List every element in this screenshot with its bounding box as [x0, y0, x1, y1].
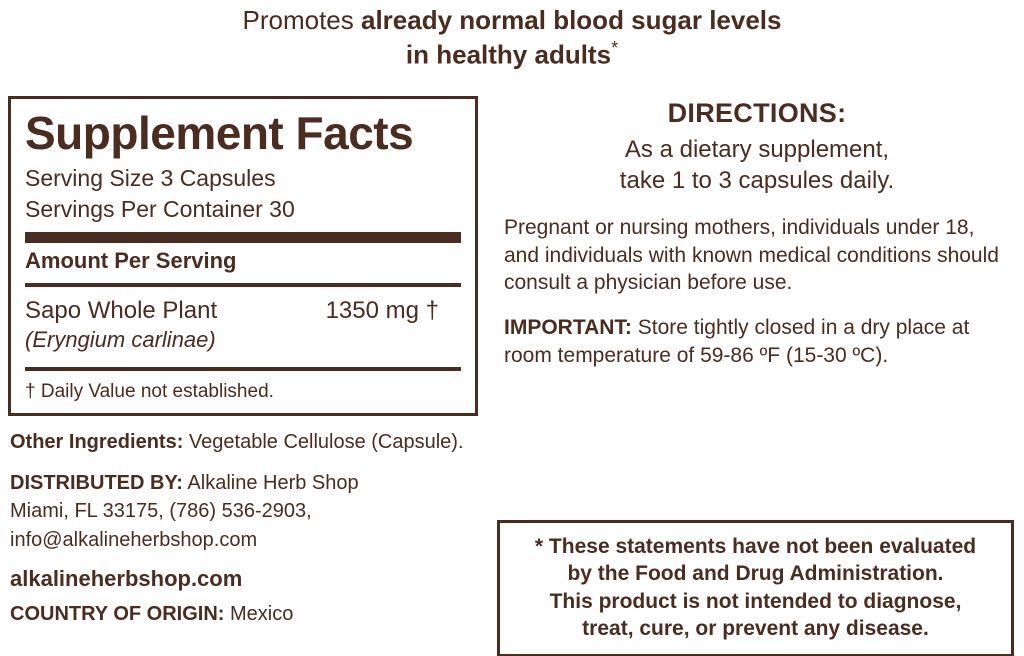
other-ingredients-value: Vegetable Cellulose (Capsule).: [183, 431, 464, 454]
distributed-by-line: [10, 469, 488, 497]
country-of-origin-label: COUNTRY OF ORIGIN:: [10, 603, 225, 626]
distributor-block: [10, 469, 488, 554]
directions-subtitle-line-2: take 1 to 3 capsules daily.: [619, 166, 895, 194]
disclaimer-line-4: treat, cure, or prevent any disease.: [582, 616, 929, 640]
asterisk-marker: *: [611, 38, 619, 59]
divider-thick: [25, 232, 461, 243]
ingredient-latin-name: (Eryngium carlinae): [25, 327, 216, 353]
left-column: [0, 96, 494, 626]
ingredient-row: [25, 293, 461, 325]
amount-per-serving-label: Amount Per Serving: [25, 248, 237, 274]
divider-medium-2: [25, 367, 461, 371]
disclaimer-line-1: * These statements have not been evaluated: [534, 535, 977, 558]
disclaimer-line-3: This product is not intended to diagnose,: [549, 589, 962, 613]
other-ingredients-label: Other Ingredients:: [10, 431, 184, 454]
daily-value-footnote: † Daily Value not established.: [25, 381, 274, 403]
headline-line-1: [0, 4, 1024, 37]
left-info-block: [8, 429, 488, 626]
ingredient-amount: 1350 mg †: [325, 297, 439, 325]
headline-line-2: [0, 37, 1024, 72]
directions-title: DIRECTIONS:: [667, 98, 847, 128]
headline-bold-text: already normal blood sugar levels: [361, 5, 782, 35]
ingredient-name: Sapo Whole Plant: [25, 297, 218, 325]
headline-plain-text: Promotes: [242, 5, 361, 35]
address-line-2: info@alkalineherbshop.com: [10, 528, 258, 551]
important-label: IMPORTANT:: [504, 316, 632, 340]
country-of-origin-value: Mexico: [224, 603, 294, 626]
address-line-1: Miami, FL 33175, (786) 536-2903,: [10, 500, 312, 523]
headline: [0, 0, 1024, 72]
country-of-origin: [10, 603, 488, 626]
supplement-facts-panel: [8, 96, 478, 416]
supplement-facts-title: Supplement Facts: [25, 107, 414, 159]
directions-subtitle: [504, 135, 1010, 196]
directions-important: [504, 314, 1010, 369]
distributed-by-value: Alkaline Herb Shop: [182, 472, 359, 495]
fda-disclaimer-box: [497, 520, 1014, 656]
disclaimer-line-2: by the Food and Drug Administration.: [567, 562, 944, 586]
directions-warning-text: Pregnant or nursing mothers, individuals under 18, and individuals with known medical conditions should consult a physician before use.: [504, 216, 999, 295]
directions-subtitle-line-1: As a dietary supplement,: [624, 136, 890, 163]
servings-per-container: Servings Per Container 30: [25, 195, 295, 222]
serving-size: Serving Size 3 Capsules: [25, 165, 276, 192]
distributed-by-label: DISTRIBUTED BY:: [10, 472, 183, 495]
headline-line-2-bold: in healthy adults: [405, 39, 612, 70]
website-url[interactable]: alkalineherbshop.com: [10, 566, 243, 592]
divider-medium: [25, 283, 461, 287]
other-ingredients: [10, 429, 488, 455]
important-value: Store tightly closed in a dry place at room temperature of 59-86 ºF (15-30 ºC).: [504, 316, 970, 367]
